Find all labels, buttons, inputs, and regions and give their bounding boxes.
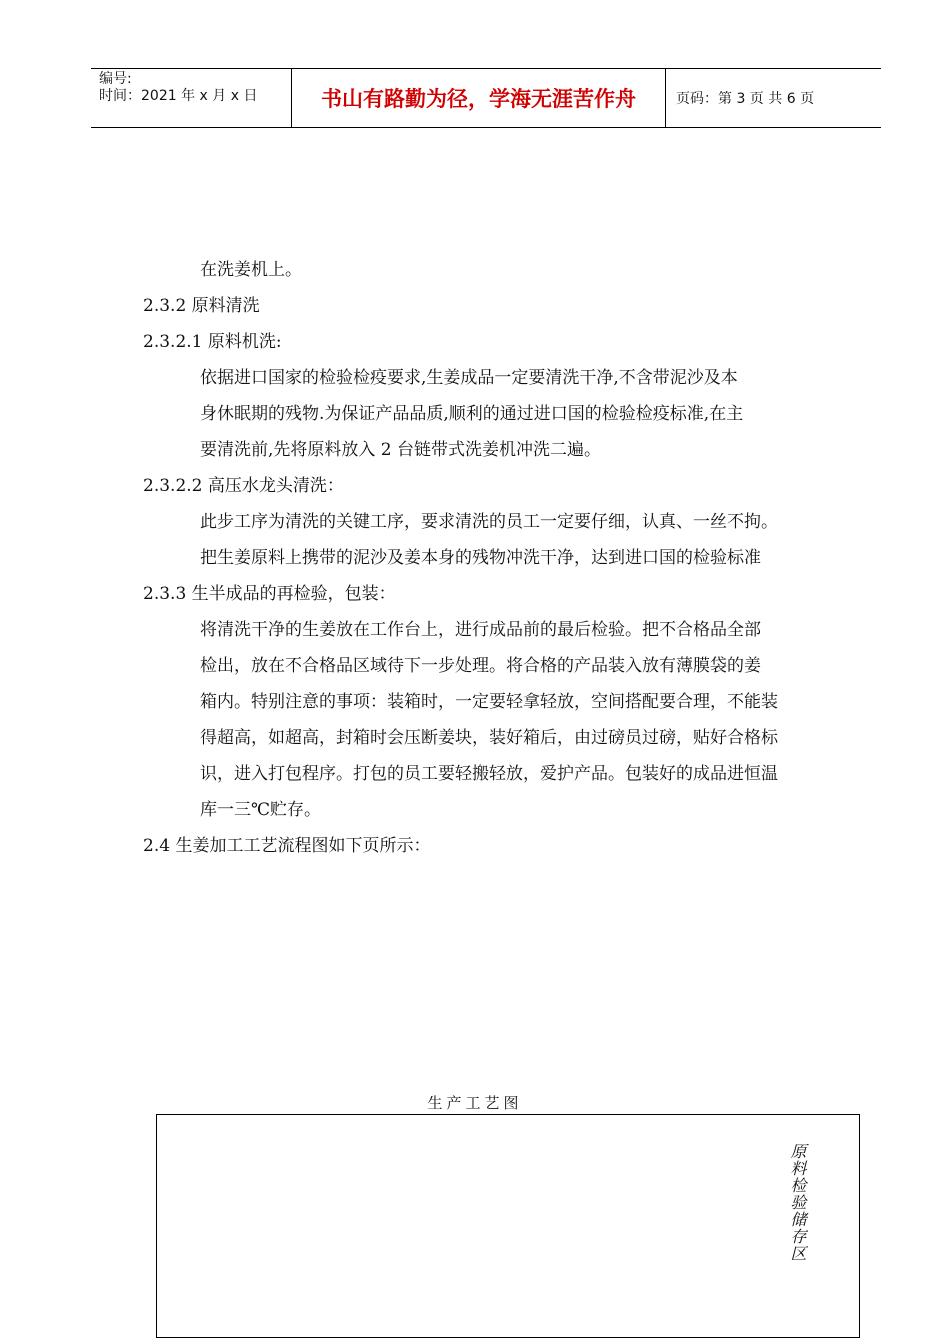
page-number: 页码：第 3 页 共 6 页 — [676, 91, 815, 107]
flowchart-title: 生产工艺图 — [427, 1094, 523, 1112]
header-meta — [91, 69, 292, 127]
body-line: 要清洗前,先将原料放入 2 台链带式洗姜机冲洗二遍。 — [200, 440, 602, 460]
body-line: 库一三℃贮存。 — [200, 800, 322, 820]
body-line: 识，进入打包程序。打包的员工要轻搬轻放，爱护产品。包装好的成品进恒温 — [200, 764, 778, 784]
body-line: 依据进口国家的检验检疫要求,生姜成品一定要清洗干净,不含带泥沙及本 — [200, 368, 738, 388]
section-heading: 2.4 生姜加工工艺流程图如下页所示： — [143, 836, 431, 856]
subsection-heading: 2.3.2.1 原料机洗: — [143, 332, 282, 352]
subsection-heading: 2.3.2.2 高压水龙头清洗： — [143, 476, 344, 496]
body-line: 检出，放在不合格品区域待下一步处理。将合格的产品装入放有薄膜袋的姜 — [200, 656, 761, 676]
body-line: 在洗姜机上。 — [200, 260, 302, 280]
body-line: 身休眠期的残物.为保证产品品质,顺利的通过进口国的检验检疫标准,在主 — [200, 404, 744, 424]
page-header — [91, 68, 881, 128]
doc-number-label: 编号: — [99, 71, 132, 87]
flowchart-frame — [156, 1114, 860, 1338]
body-line: 将清洗干净的生姜放在工作台上，进行成品前的最后检验。把不合格品全部 — [200, 620, 761, 640]
storage-area-label: 原料检验储存区 — [788, 1143, 807, 1262]
body-line: 箱内。特别注意的事项：装箱时，一定要轻拿轻放，空间搭配要合理，不能装 — [200, 692, 778, 712]
section-heading: 2.3.2 原料清洗 — [143, 296, 260, 316]
doc-date: 时间：2021 年 x 月 x 日 — [99, 88, 258, 104]
header-motto: 书山有路勤为径，学海无涯苦作舟 — [292, 69, 666, 127]
body-line: 得超高，如超高，封箱时会压断姜块，装好箱后，由过磅员过磅，贴好合格标 — [200, 728, 778, 748]
body-line: 把生姜原料上携带的泥沙及姜本身的残物冲洗干净，达到进口国的检验标准 — [200, 548, 761, 568]
body-line: 此步工序为清洗的关键工序，要求清洗的员工一定要仔细，认真、一丝不拘。 — [200, 512, 778, 532]
section-heading: 2.3.3 生半成品的再检验，包装： — [143, 584, 396, 604]
